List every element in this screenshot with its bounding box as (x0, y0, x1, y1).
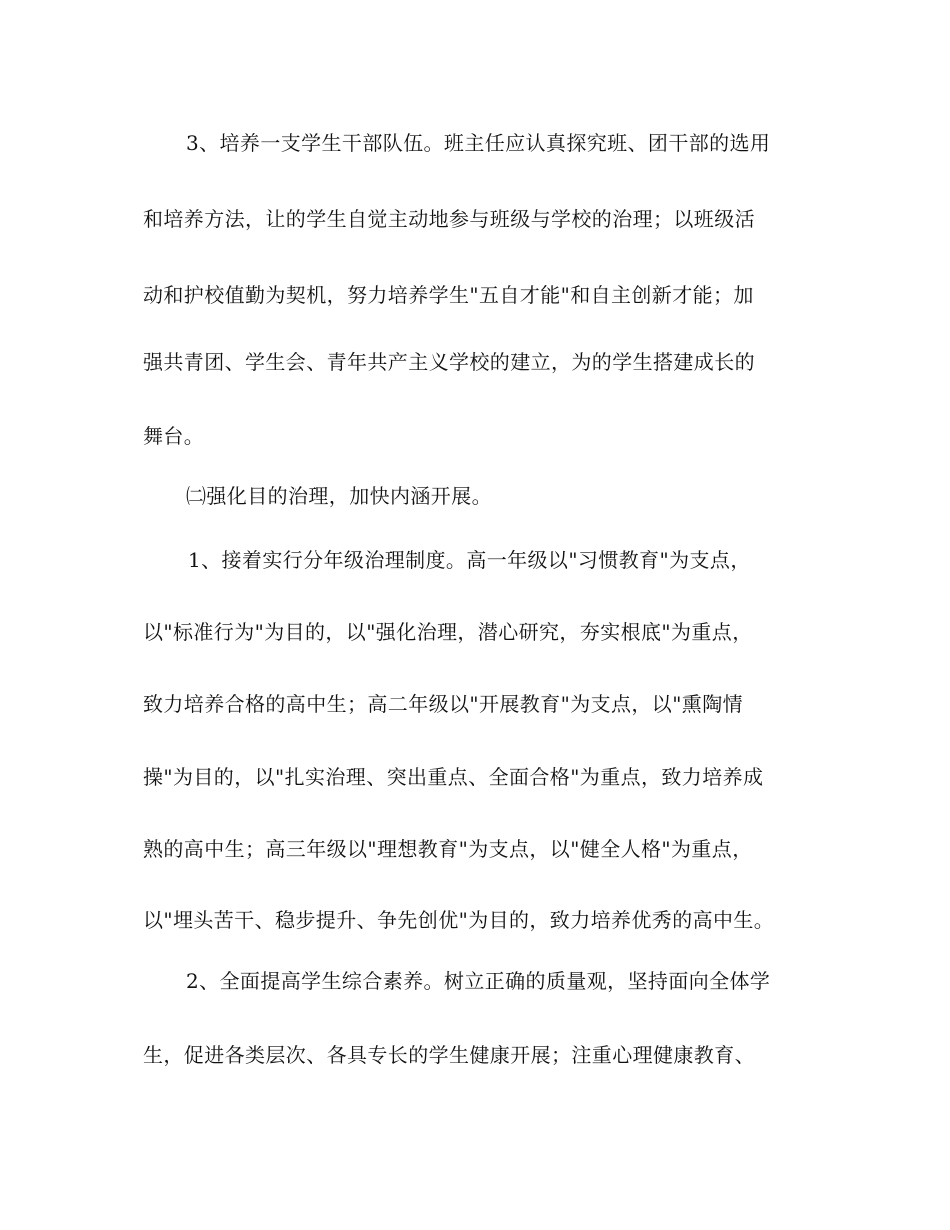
paragraph-line: 以"标准行为"为目的，以"强化治理，潜心研究，夯实根底"为重点， (143, 620, 753, 644)
paragraph-line: 生，促进各类层次、各具专长的学生健康开展；注重心理健康教育、 (143, 1043, 755, 1067)
section-heading: ㈡强化目的治理，加快内涵开展。 (186, 484, 492, 508)
paragraph-line: 强共青团、学生会、青年共产主义学校的建立，为的学生搭建成长的 (143, 350, 755, 374)
paragraph-line: 3、培养一支学生干部队伍。班主任应认真探究班、团干部的选用 (186, 131, 771, 155)
paragraph-line: 以"埋头苦干、稳步提升、争先创优"为目的，致力培养优秀的高中生。 (143, 908, 775, 932)
paragraph-line: 操"为目的，以"扎实治理、突出重点、全面合格"为重点，致力培养成 (143, 765, 764, 789)
paragraph-line: 2、全面提高学生综合素养。树立正确的质量观，坚持面向全体学 (186, 969, 771, 993)
paragraph-line: 和培养方法，让的学生自觉主动地参与班级与学校的治理；以班级活 (143, 207, 755, 231)
paragraph-line: 熟的高中生；高三年级以"理想教育"为支点，以"健全人格"为重点， (143, 837, 753, 861)
paragraph-line: 致力培养合格的高中生；高二年级以"开展教育"为支点，以"熏陶情 (143, 692, 743, 716)
paragraph-line: 1、接着实行分年级治理制度。高一年级以"习惯教育"为支点， (188, 548, 751, 572)
paragraph-line: 舞台。 (143, 424, 205, 448)
paragraph-line: 动和护校值勤为契机，努力培养学生"五自才能"和自主创新才能；加 (143, 283, 754, 307)
